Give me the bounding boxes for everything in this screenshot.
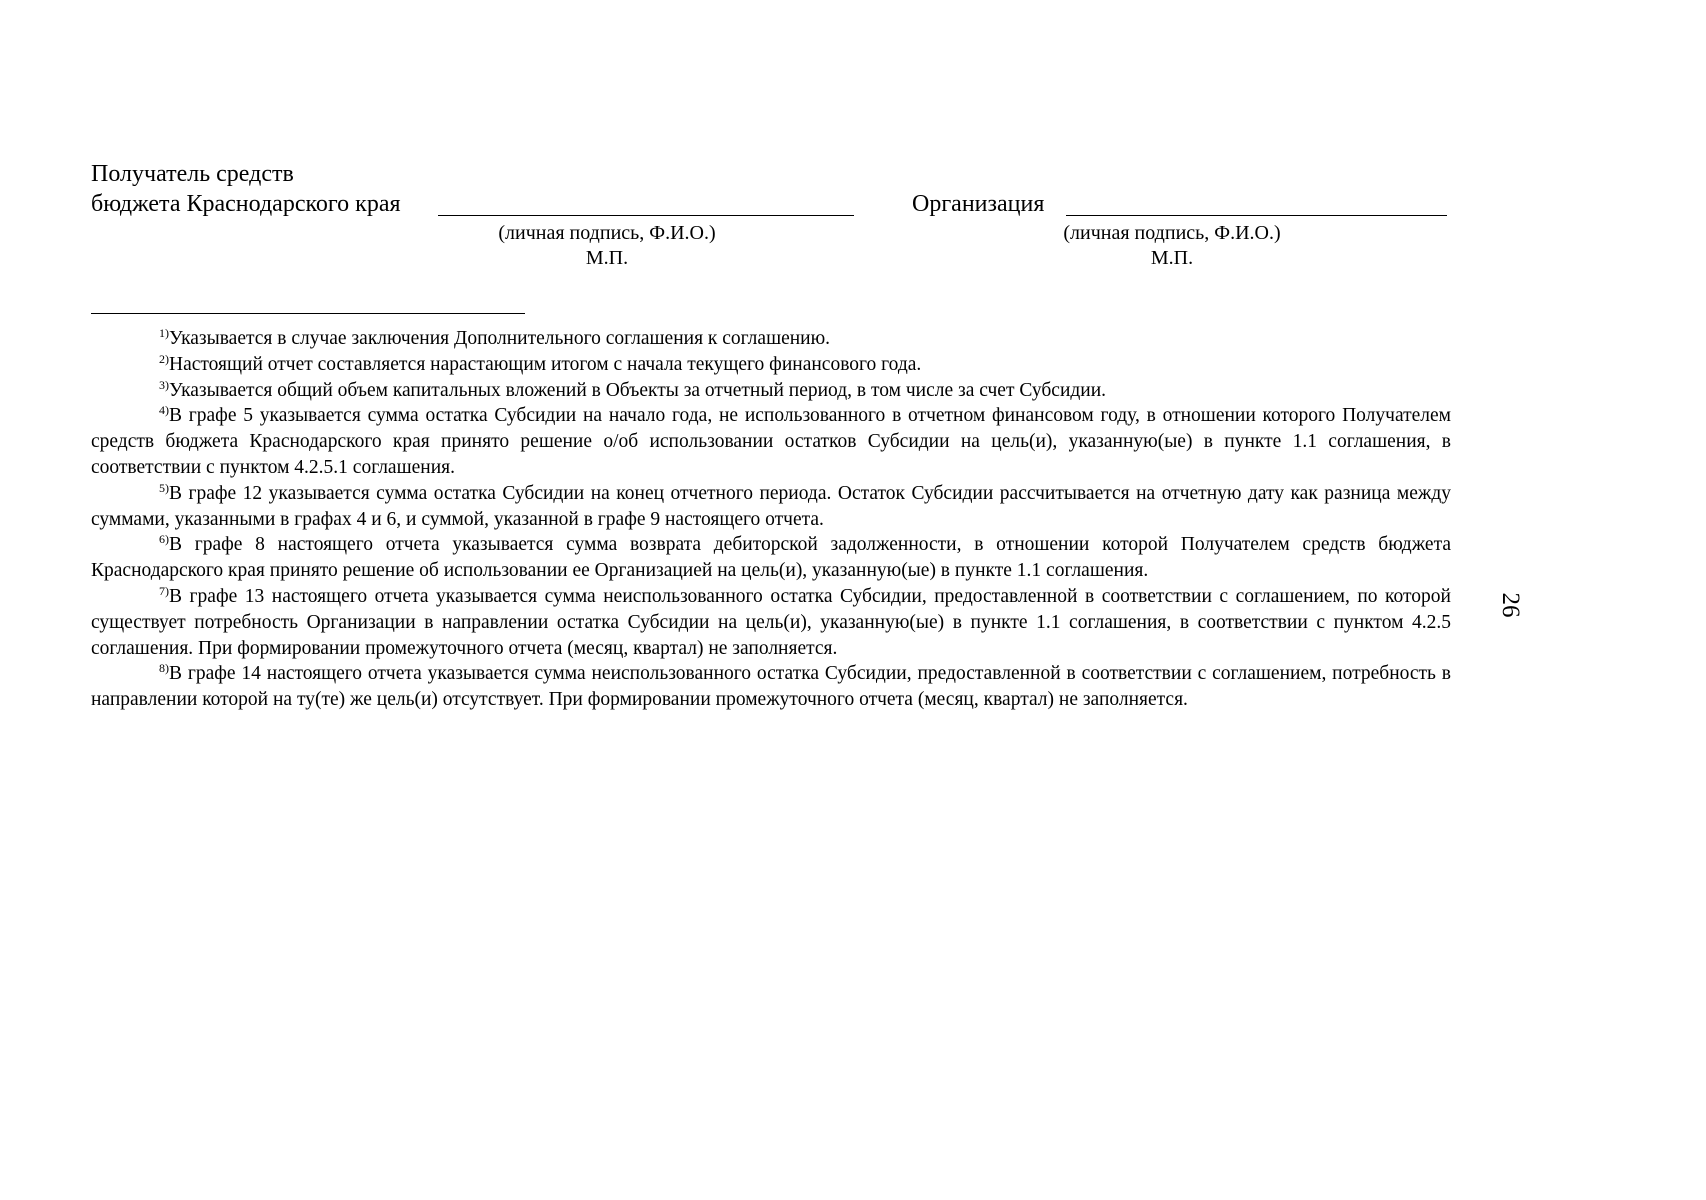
footnote-3 xyxy=(91,378,1451,404)
footnote-text: В графе 14 настоящего отчета указывается сумма неиспользованного остатка Субсидии, предоставленной в соответствии с соглашением, потребность в направлении которой на ту(те) же цель(и) отсутствует. При формировании промежуточного отчета (месяц, квартал) не заполняется. xyxy=(91,663,1451,711)
footnote-8 xyxy=(91,661,1451,713)
footnote-mark: 6) xyxy=(159,532,169,547)
recipient-title-line2: бюджета Краснодарского края xyxy=(91,191,401,217)
footnote-text: В графе 5 указывается сумма остатка Субсидии на начало года, не использованного в отчетном финансовом году, в отношении которого Получателем средств бюджета Краснодарского края принято решение о/об использовании остатков Субсидии на цель(и), указанную(ые) в пункте 1.1 соглашения, в соответствии с пунктом 4.2.5.1 соглашения. xyxy=(91,405,1451,478)
footnote-mark: 1) xyxy=(159,326,169,340)
recipient-stamp-label: М.П. xyxy=(585,247,629,269)
footnote-text: Указывается общий объем капитальных вложений в Объекты за отчетный период, в том числе за счет Субсидии. xyxy=(169,379,1107,401)
recipient-title-line1: Получатель средств xyxy=(91,161,294,187)
footnote-7 xyxy=(91,584,1451,661)
recipient-signature-caption: (личная подпись, Ф.И.О.) xyxy=(498,222,716,244)
footnote-text: В графе 8 настоящего отчета указывается сумма возврата дебиторской задолженности, в отношении которой Получателем средств бюджета Краснодарского края принято решение об использовании ее Организацией на цель(и), указанную(ые) в пункте 1.1 соглашения. xyxy=(91,534,1451,582)
footnote-mark: 3) xyxy=(159,377,169,392)
footnote-mark: 8) xyxy=(159,661,169,676)
footnotes xyxy=(91,326,1451,713)
footnote-text: Указывается в случае заключения Дополнительного соглашения к соглашению. xyxy=(169,328,831,349)
footnote-mark: 7) xyxy=(159,583,169,598)
page-number: 26 xyxy=(1497,592,1524,618)
footnote-2 xyxy=(91,352,1451,378)
footnote-4 xyxy=(91,403,1451,480)
recipient-signature-line xyxy=(438,215,854,216)
footnote-mark: 5) xyxy=(159,480,169,495)
footnote-separator xyxy=(91,313,525,314)
footnote-1 xyxy=(91,326,1451,352)
footnote-text: В графе 12 указывается сумма остатка Субсидии на конец отчетного периода. Остаток Субсидии рассчитывается на отчетную дату как разница между суммами, указанными в графах 4 и 6, и суммой, указанной в графе 9 настоящего отчета. xyxy=(91,482,1451,530)
footnote-5 xyxy=(91,481,1451,533)
footnote-text: В графе 13 настоящего отчета указывается сумма неиспользованного остатка Субсидии, предоставленной в соответствии с соглашением, по которой существует потребность Организации в направлении остатка Субсидии на цель(и), указанную(ые) в пункте 1.1 соглашения, в соответствии с пунктом 4.2.5 соглашения. При формировании промежуточного отчета (месяц, квартал) не заполняется. xyxy=(91,585,1451,659)
footnote-text: Настоящий отчет составляется нарастающим итогом с начала текущего финансового года. xyxy=(169,353,922,375)
organization-label: Организация xyxy=(912,191,1045,217)
footnote-mark: 2) xyxy=(159,351,169,366)
organization-stamp-label: М.П. xyxy=(1150,247,1194,269)
organization-signature-line xyxy=(1066,215,1447,216)
organization-signature-caption: (личная подпись, Ф.И.О.) xyxy=(1063,222,1281,244)
footnote-6 xyxy=(91,532,1451,584)
footnote-mark: 4) xyxy=(159,403,169,418)
